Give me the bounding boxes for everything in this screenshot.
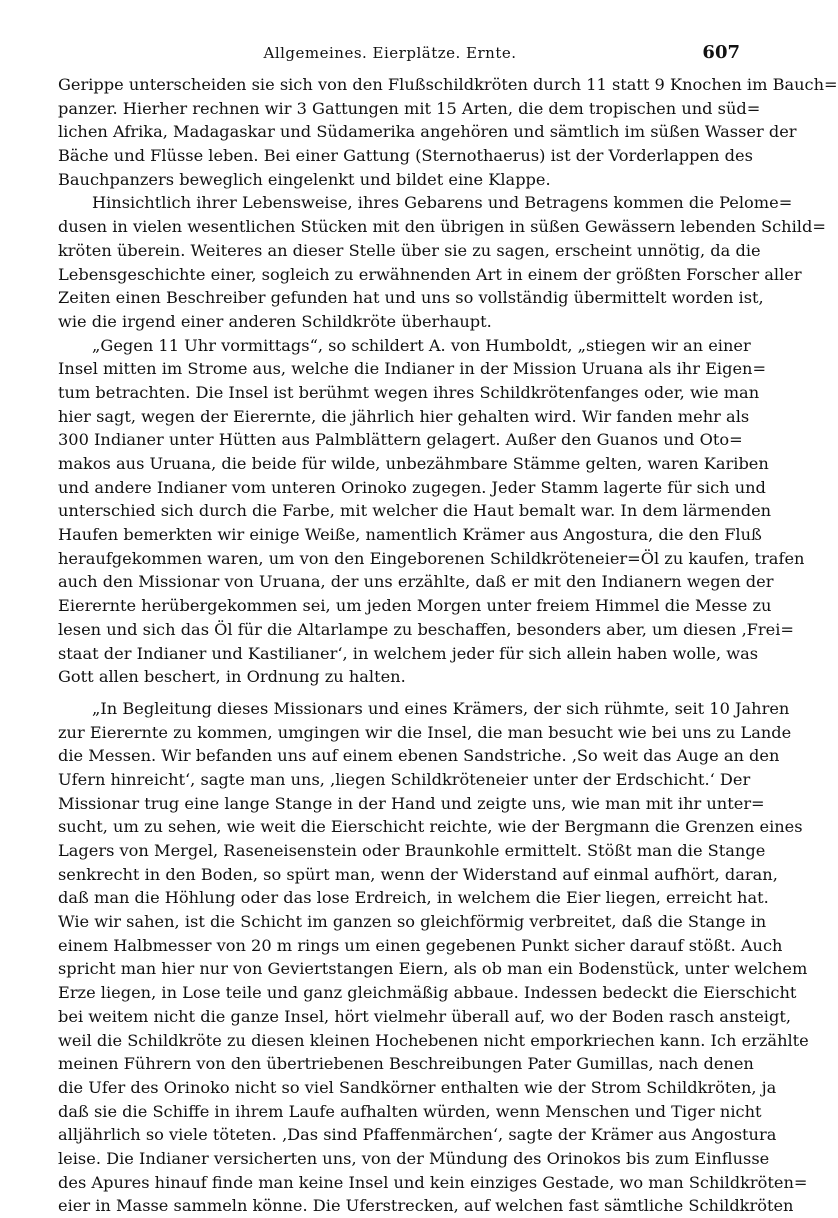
text-line: Gerippe unterscheiden sie sich von den Flußschildkröten durch 11 statt 9 Knochen im Bauch= <box>58 75 838 94</box>
text-line: lichen Afrika, Madagaskar und Südamerika angehören und sämtlich im süßen Wasser der <box>58 122 797 142</box>
text-line: Zeiten einen Beschreiber gefunden hat und uns so vollständig übermittelt worden ist, <box>58 288 764 308</box>
text-line: Hinsichtlich ihrer Lebensweise, ihres Gebarens und Betragens kommen die Pelome= <box>92 193 793 213</box>
text-line: bei weitem nicht die ganze Insel, hört vielmehr überall auf, wo der Boden rasch ansteigt, <box>58 1006 791 1026</box>
text-line: Wie wir sahen, ist die Schicht im ganzen so gleichförmig verbreitet, daß die Stange in <box>58 912 767 932</box>
running-head <box>40 42 740 70</box>
text-line: Ufern hinreicht‘, sagte man uns, ‚liegen Schildkröteneier unter der Erdschicht.‘ Der <box>58 769 751 789</box>
text-line: staat der Indianer und Kastilianer‘, in welchem jeder für sich allein haben wolle, was <box>58 643 759 663</box>
text-line: einem Halbmesser von 20 m rings um einen gegebenen Punkt sicher darauf stößt. Auch <box>58 935 783 955</box>
text-line: Lebensgeschichte einer, sogleich zu erwähnenden Art in einem der größten Forscher aller <box>58 264 802 284</box>
text-line: eier in Masse sammeln könne. Die Uferstrecken, auf welchen fast sämtliche Schildkröten <box>58 1196 794 1216</box>
text-line: heraufgekommen waren, um von den Eingeborenen Schildkröteneier=Öl zu kaufen, trafen <box>58 548 805 568</box>
paragraph <box>58 191 826 333</box>
text-line: wie die irgend einer anderen Schildkröte überhaupt. <box>58 311 492 331</box>
text-line: Erze liegen, in Lose teile und ganz gleichmäßig abbaue. Indessen bedeckt die Eierschicht <box>58 983 797 1003</box>
text-line: senkrecht in den Boden, so spürt man, wenn der Widerstand auf einmal aufhört, daran, <box>58 864 778 884</box>
text-line: Bäche und Flüsse leben. Bei einer Gattung (Sternothaerus) ist der Vorderlappen des <box>58 146 753 166</box>
text-line: unterschied sich durch die Farbe, mit welcher die Haut bemalt war. In dem lärmenden <box>58 501 772 521</box>
text-line: Eierernte herübergekommen sei, um jeden Morgen unter freiem Himmel die Messe zu <box>58 596 772 616</box>
paragraph-gap <box>58 689 739 697</box>
paragraph <box>58 334 805 689</box>
text-line: kröten überein. Weiteres an dieser Stelle über sie zu sagen, erscheint unnötig, da die <box>58 240 761 260</box>
text-line: Lagers von Mergel, Raseneisenstein oder Braunkohle ermittelt. Stößt man die Stange <box>58 841 766 860</box>
paragraph <box>58 73 838 191</box>
text-line: meinen Führern von den übertriebenen Beschreibungen Pater Gumillas, nach denen <box>58 1054 754 1074</box>
text-line: sucht, um zu sehen, wie weit die Eierschicht reichte, wie der Bergmann die Grenzen eines <box>58 817 803 837</box>
text-line: panzer. Hierher rechnen wir 3 Gattungen mit 15 Arten, die dem tropischen und süd= <box>58 98 761 118</box>
text-line: Haufen bemerkten wir einige Weiße, namentlich Krämer aus Angostura, die den Fluß <box>58 525 762 545</box>
text-line: makos aus Uruana, die beide für wilde, unbezähmbare Stämme gelten, waren Kariben <box>58 454 769 473</box>
body-text <box>58 73 838 1218</box>
text-line: hier sagt, wegen der Eierernte, die jährlich hier gehalten wird. Wir fanden mehr als <box>58 406 750 426</box>
text-line: zur Eierernte zu kommen, umgingen wir die Insel, die man besucht wie bei uns zu Lande <box>58 722 792 742</box>
text-line: dusen in vielen wesentlichen Stücken mit den übrigen in süßen Gewässern lebenden Schild= <box>58 217 826 237</box>
text-line: weil die Schildkröte zu diesen kleinen Hochebenen nicht emporkriechen kann. Ich erzählte <box>58 1030 809 1050</box>
running-head-title: Allgemeines. Eierplätze. Ernte. <box>263 44 517 62</box>
page-number: 607 <box>702 42 740 63</box>
text-line: lesen und sich das Öl für die Altarlampe zu beschaffen, besonders aber, um diesen ‚Frei= <box>58 619 794 639</box>
text-line: alljährlich so viele töteten. ‚Das sind Pfaffenmärchen‘, sagte der Krämer aus Angostura <box>58 1125 777 1145</box>
text-line: Missionar trug eine lange Stange in der Hand und zeigte uns, wie man mit ihr unter= <box>58 793 765 813</box>
text-line: „In Begleitung dieses Missionars und eines Krämers, der sich rühmte, seit 10 Jahren <box>92 698 790 718</box>
text-line: und andere Indianer vom unteren Orinoko zugegen. Jeder Stamm lagerte für sich und <box>58 477 766 497</box>
text-line: tum betrachten. Die Insel ist berühmt wegen ihres Schildkrötenfanges oder, wie man <box>58 382 760 402</box>
text-line: 300 Indianer unter Hütten aus Palmblättern gelagert. Außer den Guanos und Oto= <box>58 430 743 450</box>
text-line: Insel mitten im Strome aus, welche die Indianer in der Mission Uruana als ihr Eigen= <box>58 359 767 379</box>
text-line: leise. Die Indianer versicherten uns, von der Mündung des Orinokos bis zum Einflusse <box>58 1148 770 1168</box>
paragraph <box>58 697 809 1218</box>
text-line: spricht man hier nur von Geviertstangen Eiern, als ob man ein Bodenstück, unter welchem <box>58 959 808 979</box>
text-line: die Ufer des Orinoko nicht so viel Sandkörner enthalten wie der Strom Schildkröten, ja <box>58 1077 777 1097</box>
text-line: Gott allen beschert, in Ordnung zu halten. <box>58 667 406 687</box>
text-line: des Apures hinauf finde man keine Insel und kein einziges Gestade, wo man Schildkröten= <box>58 1172 808 1192</box>
text-line: daß man die Höhlung oder das lose Erdreich, in welchem die Eier liegen, erreicht hat. <box>58 888 769 908</box>
text-line: die Messen. Wir befanden uns auf einem ebenen Sandstriche. ‚So weit das Auge an den <box>58 746 780 766</box>
text-line: Bauchpanzers beweglich eingelenkt und bildet eine Klappe. <box>58 169 551 189</box>
text-line: daß sie die Schiffe in ihrem Laufe aufhalten würden, wenn Menschen und Tiger nicht <box>58 1101 762 1121</box>
text-line: „Gegen 11 Uhr vormittags“, so schildert A. von Humboldt, „stiegen wir an einer <box>92 335 751 355</box>
text-line: auch den Missionar von Uruana, der uns erzählte, daß er mit den Indianern wegen der <box>58 572 774 592</box>
